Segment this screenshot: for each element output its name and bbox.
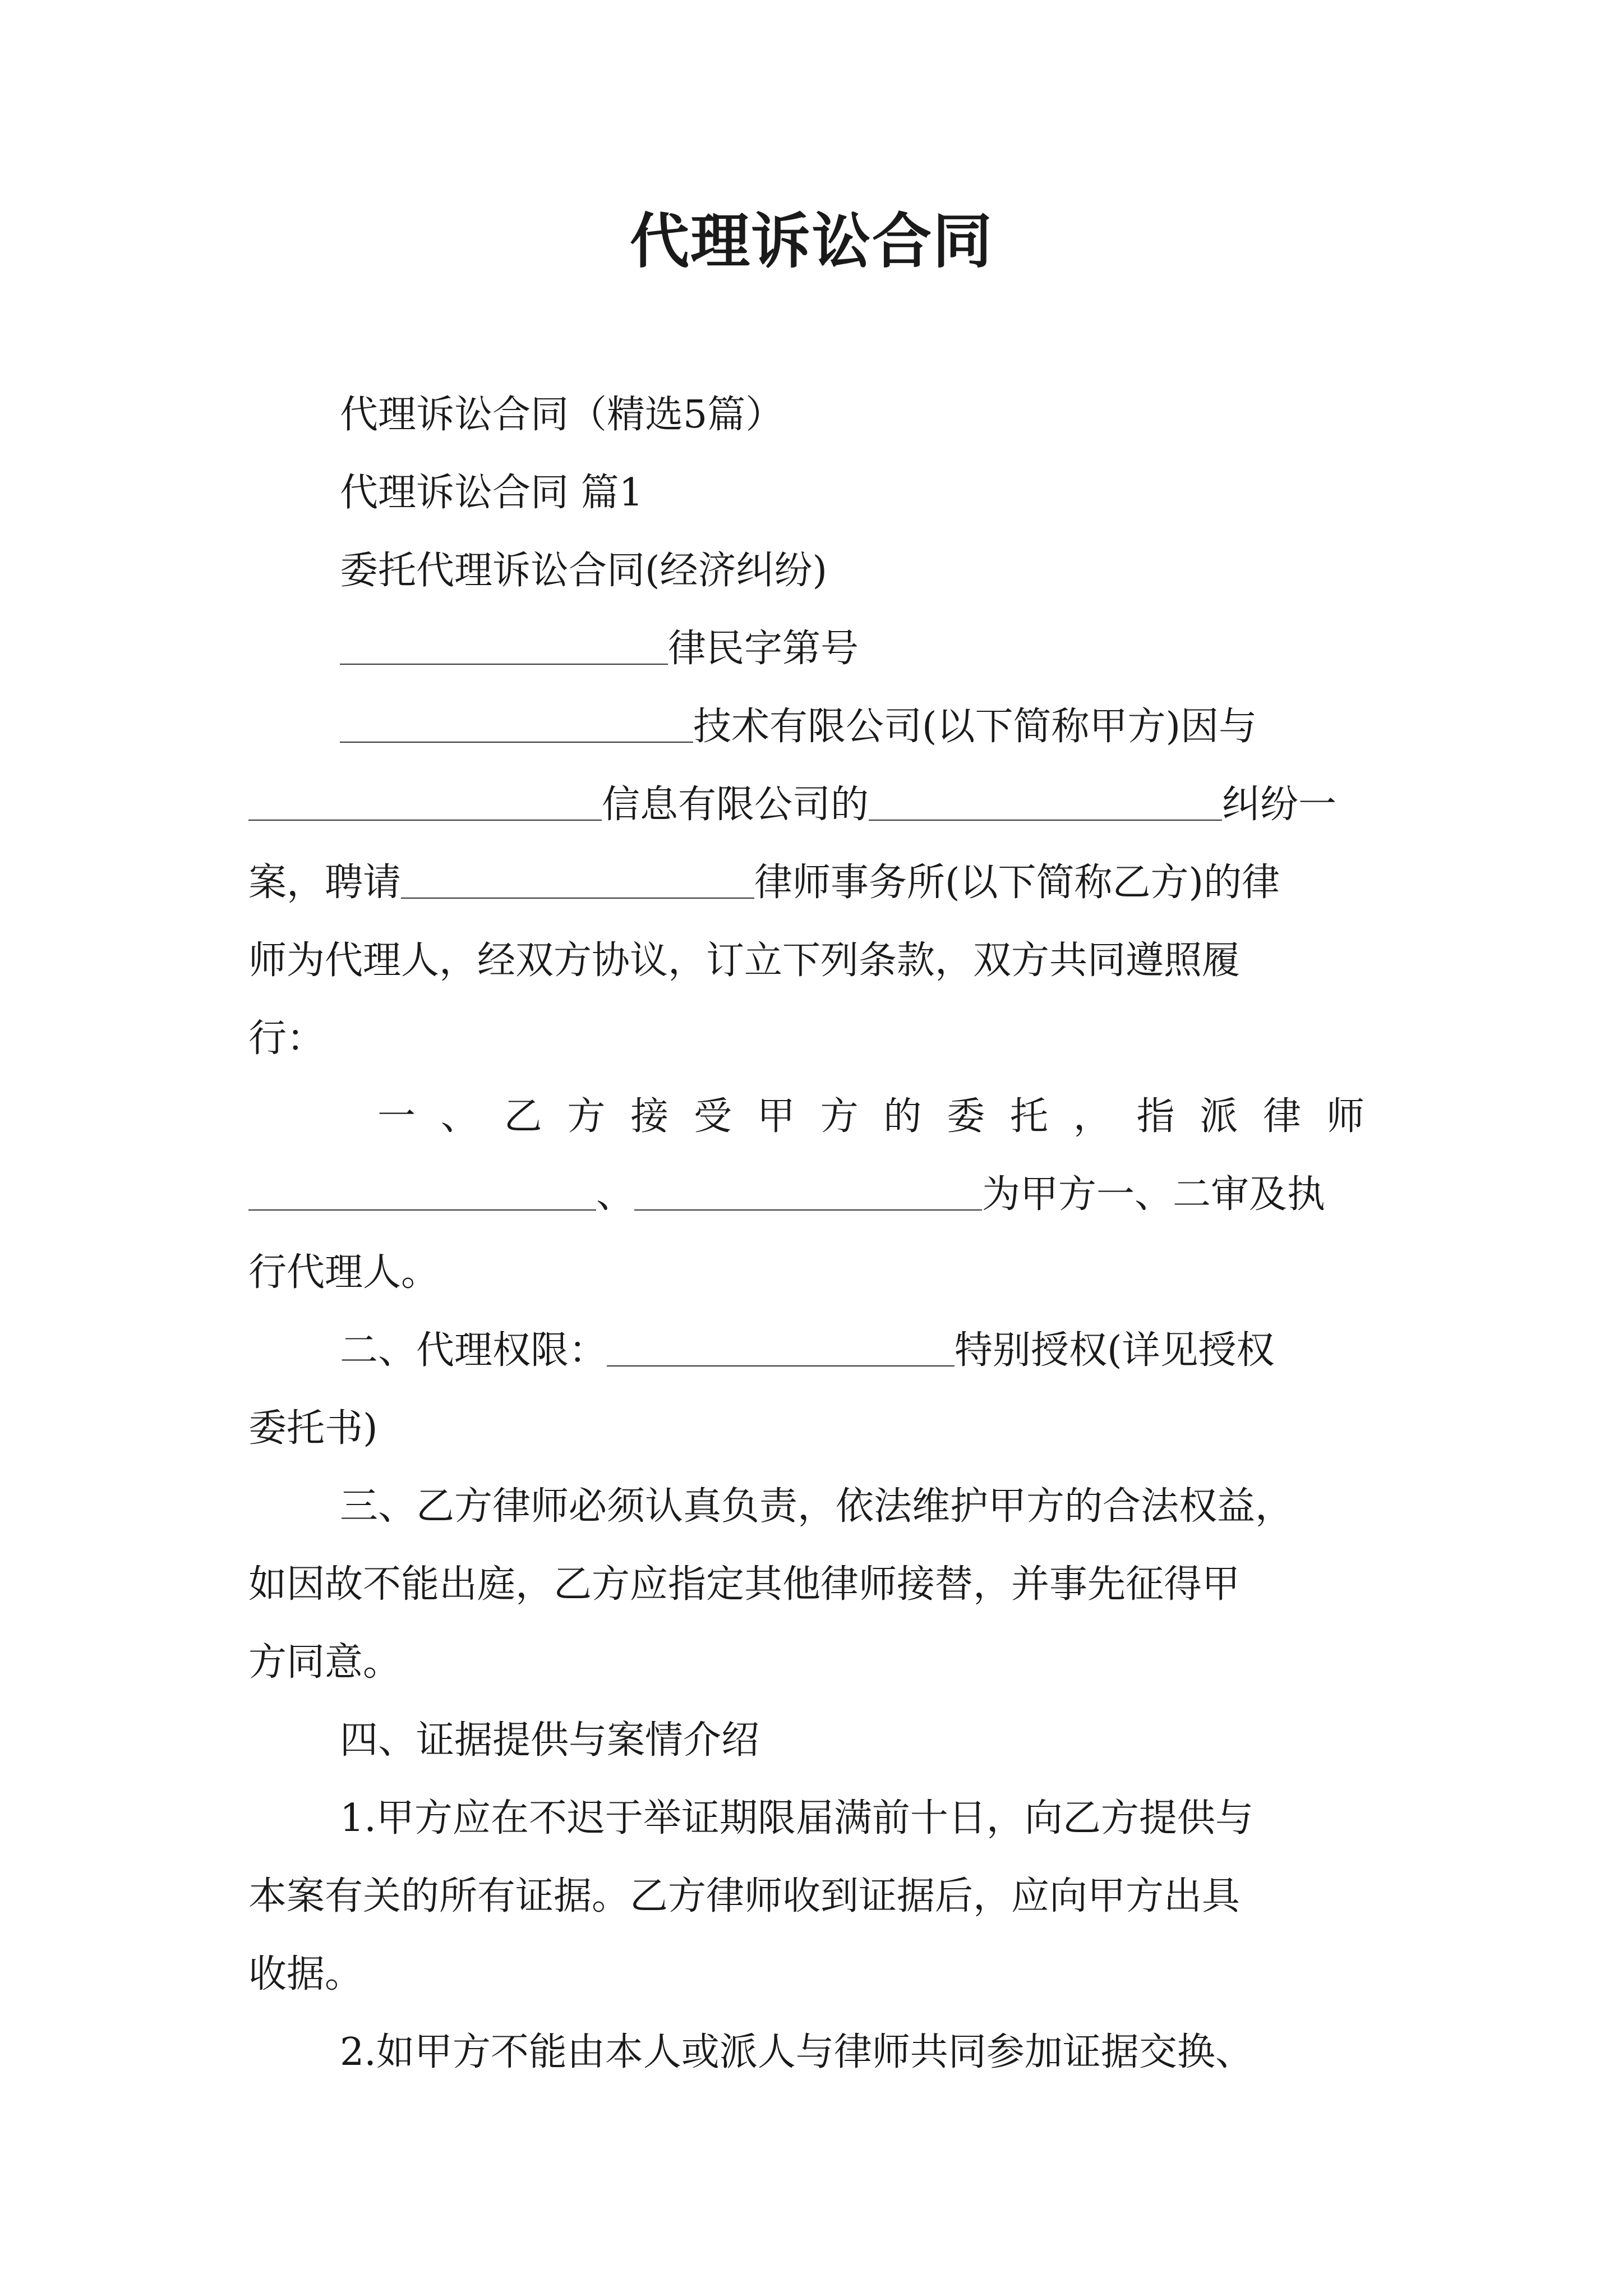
blank-field[interactable] <box>340 697 693 743</box>
blank-field[interactable] <box>248 1165 596 1211</box>
article-3-line: 如因故不能出庭，乙方应指定其他律师接替，并事先征得甲 <box>248 1562 1241 1607</box>
text-segment: 律师事务所(以下简称乙方)的律 <box>754 861 1280 905</box>
article-1-line: 行代理人。 <box>248 1250 440 1295</box>
blank-field[interactable] <box>869 775 1222 821</box>
text-segment: 、 <box>596 1172 635 1217</box>
article-3-line: 三、乙方律师必须认真负责，依法维护甲方的合法权益， <box>340 1484 1294 1529</box>
reference-number-line <box>248 610 1384 688</box>
text-segment: 技术有限公司(以下简称甲方)因与 <box>693 705 1257 749</box>
document-title: 代理诉讼合同 <box>630 206 993 276</box>
reference-suffix: 律民字第号 <box>668 627 859 671</box>
contract-name: 委托代理诉讼合同(经济纠纷) <box>340 549 828 593</box>
article-2-line: 委托书) <box>248 1406 378 1451</box>
paragraph-line: 行： <box>248 1016 325 1061</box>
article-4-heading: 四、证据提供与案情介绍 <box>340 1718 760 1763</box>
paragraph-line <box>248 844 1384 922</box>
blank-field[interactable] <box>401 853 754 899</box>
article-1-line <box>248 1156 1384 1234</box>
chapter-heading: 代理诉讼合同 篇1 <box>340 471 643 515</box>
paragraph-line: 师为代理人，经双方协议，订立下列条款，双方共同遵照履 <box>248 938 1241 983</box>
blank-field[interactable] <box>634 1165 982 1211</box>
blank-field[interactable] <box>607 1320 955 1366</box>
text-segment: 特别授权(详见授权 <box>955 1328 1275 1373</box>
text-segment: 为甲方一、二审及执 <box>982 1172 1326 1217</box>
article-1-line: 一、乙方接受甲方的委托，指派律师 <box>377 1094 1384 1139</box>
article-4-line: 2.如甲方不能由本人或派人与律师共同参加证据交换、 <box>340 2030 1253 2074</box>
article-2-line <box>248 1312 1384 1389</box>
article-4-line: 1.甲方应在不迟于举证期限届满前十日，向乙方提供与 <box>340 1796 1253 1841</box>
document-body <box>248 376 1384 2091</box>
paragraph-line <box>248 688 1384 766</box>
blank-field[interactable] <box>248 775 602 821</box>
text-segment: 二、代理权限： <box>340 1328 607 1373</box>
paragraph-line <box>248 766 1384 844</box>
text-segment: 案，聘请 <box>248 861 402 905</box>
article-4-line: 收据。 <box>248 1952 363 1996</box>
article-3-line: 方同意。 <box>248 1640 402 1685</box>
blank-field[interactable] <box>340 619 668 665</box>
subtitle-line: 代理诉讼合同（精选5篇） <box>340 393 784 437</box>
text-segment: 纠纷一 <box>1222 783 1337 827</box>
article-4-line: 本案有关的所有证据。乙方律师收到证据后，应向甲方出具 <box>248 1874 1241 1918</box>
text-segment: 信息有限公司的 <box>602 783 869 827</box>
